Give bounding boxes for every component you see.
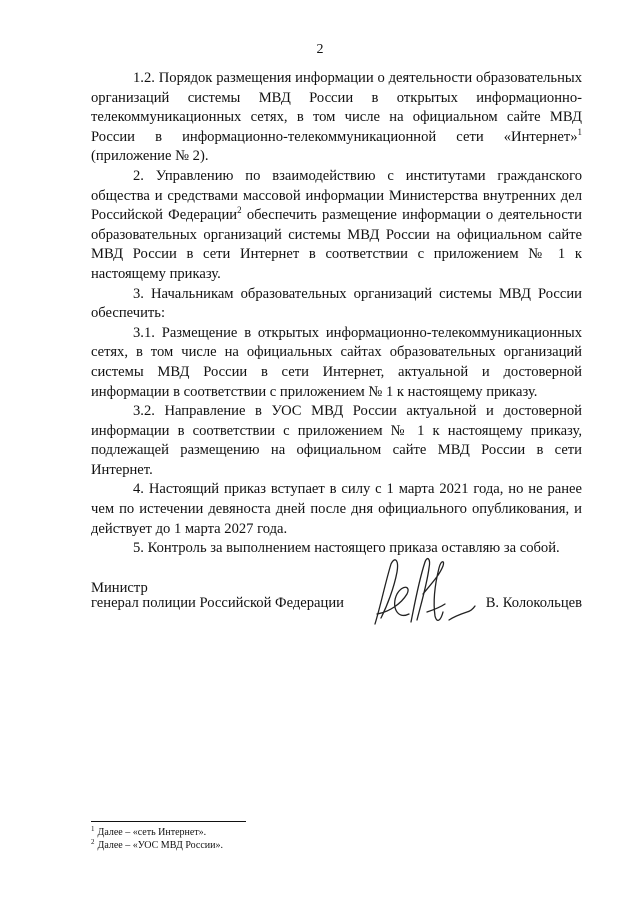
footnote-2-text: Далее – «УОС МВД России». xyxy=(97,840,223,851)
signatory-name: В. Колокольцев xyxy=(485,595,582,611)
paragraph-1-2-text: 1.2. Порядок размещения информации о деятельности образовательных организаций системы МВД России в открытых информационно-телекоммуникационных сетях, в том числе на официальном сайте МВД России в информационно-телекоммуникационной сети «Интернет» xyxy=(91,70,582,145)
paragraph-2 xyxy=(91,167,582,285)
paragraph-3-1: 3.1. Размещение в открытых информационно-телекоммуникационных сетях, в том числе на официальных сайтах образовательных организаций системы МВД России в сети Интернет, актуальной и достоверной информации в соответствии с приложением № 1 к настоящему приказу. xyxy=(91,324,582,400)
footnote-1-text: Далее – «сеть Интернет». xyxy=(97,827,207,838)
order-body xyxy=(91,69,582,559)
signatory-title: Министр xyxy=(91,580,148,596)
handwritten-signature xyxy=(367,554,477,634)
paragraph-3-2: 3.2. Направление в УОС МВД России актуальной и достоверной информации в соответствии с приложением № 1 к настоящему приказу, подлежащей размещению на официальном сайте МВД России в сети Интернет. xyxy=(91,403,582,478)
footnote-1-mark: 1 xyxy=(91,824,95,833)
footnote-ref-1: 1 xyxy=(577,126,582,137)
paragraph-3: 3. Начальникам образовательных организаций системы МВД России обеспечить: xyxy=(91,285,582,322)
footnote-ref-2: 2 xyxy=(237,205,242,216)
paragraph-4: 4. Настоящий приказ вступает в силу с 1 марта 2021 года, но не ранее чем по истечении девяноста дней после дня официального опубликования, и действует до 1 марта 2027 года. xyxy=(91,481,582,537)
footnote-2-mark: 2 xyxy=(91,837,95,846)
signature-block xyxy=(91,568,582,638)
paragraph-5: 5. Контроль за выполнением настоящего приказа оставляю за собой. xyxy=(133,540,560,557)
paragraph-1-2-tail: (приложение № 2). xyxy=(91,148,209,165)
paragraph-2-tail: обеспечить размещение информации о деятельности образовательных организаций системы МВД России на официальном сайте МВД России в сети Интернет в соответствии с приложением № 1 к настоящему приказу. xyxy=(91,207,582,282)
paragraph-2-text: 2. Управлению по взаимодействию с институтами гражданского общества и средствами массовой информации Министерства внутренних дел Российской Федерации xyxy=(91,167,582,224)
paragraph-1-2 xyxy=(91,69,582,167)
signatory-rank: генерал полиции Российской Федерации xyxy=(91,595,344,611)
footnote-1 xyxy=(91,826,491,839)
page-number: 2 xyxy=(316,42,324,57)
footnotes xyxy=(91,826,491,852)
footnote-2 xyxy=(91,839,491,852)
footnote-divider xyxy=(91,821,246,822)
